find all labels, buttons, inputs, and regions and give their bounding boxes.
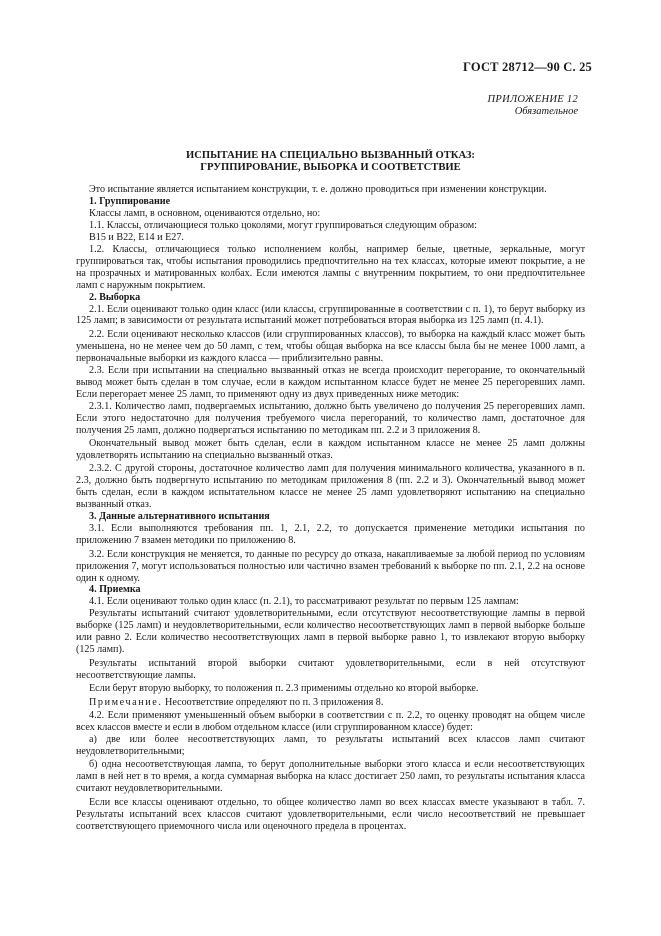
paragraph: Если берут вторую выборку, то положения п. 2.3 применимы отдельно ко второй выборке. xyxy=(89,683,479,695)
appendix-title: ПРИЛОЖЕНИЕ 12 xyxy=(487,94,578,105)
document-title-line-1: ИСПЫТАНИЕ НА СПЕЦИАЛЬНО ВЫЗВАННЫЙ ОТКАЗ: xyxy=(186,150,475,161)
paragraph: 2.3. Если при испытании на специально вызванный отказ не всегда происходит перегорание, то окончательный вывод может быть сделан в том случае, если в каждом испытанном классе будет не менее 25 перегоревших ламп. Если перегорает менее 25 ламп, то применяют одну из двух приведенных ниже методик: xyxy=(76,364,585,400)
section-heading: 3. Данные альтернативного испытания xyxy=(89,511,270,523)
paragraph: B15 и B22, E14 и E27. xyxy=(89,231,184,243)
paragraph: Это испытание является испытанием конструкции, т. е. должно проводиться при изменении конструкции. xyxy=(89,184,547,195)
paragraph: 4.2. Если применяют уменьшенный объем выборки в соответствии с п. 2.2, то оценку проводят на общем числе всех классов вместе и если в любом отдельном классе (или сгруппированном классе) будет: xyxy=(76,709,585,733)
paragraph: 2.3.2. С другой стороны, достаточное количество ламп для получения минимального количества, указанного в п. 2.3, должно быть подвергнуто испытанию по методикам приложения 8 (пп. 2.2 и 3). Окончательный вывод может быть сделан, если в каждом испытательном классе не менее 25 ламп удовлетворяют испытанию на специально вызванный отказ. xyxy=(76,463,585,511)
document-body xyxy=(76,184,585,833)
paragraph: Классы ламп, в основном, оцениваются отдельно, но: xyxy=(89,207,321,219)
section-heading: 1. Группирование xyxy=(89,195,171,207)
paragraph: Если все классы оценивают отдельно, то общее количество ламп во всех классах вместе указывают в табл. 7. Результаты испытаний всех классов считают удовлетворительными, если число несоответствий не превышает соответствующего приемочного числа или оценочного предела в процентах. xyxy=(76,796,585,832)
note-label: Примечание. xyxy=(89,696,163,708)
paragraph: 1.2. Классы, отличающиеся только исполнением колбы, например белые, цветные, зеркальные, могут группироваться так, чтобы испытания проводились предпочтительно на тех классах, которые имеют покрытие, а не на прозрачных и матированных колбах. Если имеются лампы с внутренним покрытием, то они предпочтительнее ламп с наружным покрытием. xyxy=(76,243,585,291)
paragraph: Результаты испытаний второй выборки считают удовлетворительными, если в ней отсутствуют несоответствующие лампы. xyxy=(76,657,585,681)
paragraph: 2.2. Если оценивают несколько классов (или сгруппированных классов), то выборка на каждый класс может быть уменьшена, но не менее чем до 50 ламп, с тем, чтобы общая выборка на все классы была бы не менее 1000 ламп, а первоначальные выборки из каждого класса — приблизительно равны. xyxy=(76,328,585,364)
note-text: Несоответствие определяют по п. 3 приложения 8. xyxy=(162,696,384,708)
appendix-status: Обязательное xyxy=(514,106,578,117)
paragraph: 1.1. Классы, отличающиеся только цоколями, могут группироваться следующим образом: xyxy=(89,219,477,231)
paragraph: 3.1. Если выполняются требования пп. 1, 2.1, 2.2, то допускается применение методики испытания по приложению 7 взамен методики по приложению 8. xyxy=(76,523,585,547)
paragraph: 2.3.1. Количество ламп, подвергаемых испытанию, должно быть увеличено до получения 25 перегоревших ламп. Если этого недостаточно для получения требуемого числа перегораний, то количество ламп, достаточное для получения 25 ламп, должно подвергаться испытанию по методикам пп. 2.2 и 3 приложения 8. xyxy=(76,400,585,436)
paragraph: б) одна несоответствующая лампа, то берут дополнительные выборки этого класса и если несоответствующих ламп в ней нет в то время, а когда суммарная выборка на класс достигает 250 ламп, то результаты испытания класса считают неудовлетворительными. xyxy=(76,759,585,795)
page-header: ГОСТ 28712—90 С. 25 xyxy=(463,60,592,74)
appendix-block xyxy=(487,94,578,118)
document-title xyxy=(0,150,661,173)
section-heading: 4. Приемка xyxy=(89,584,141,596)
note-paragraph xyxy=(76,697,585,709)
paragraph: 3.2. Если конструкция не меняется, то данные по ресурсу до отказа, накапливаемые за любой период по условиям приложения 7, могут использоваться полностью или частично взамен требований к выборке по пп. 2.1, 2.2 на основе один к одному. xyxy=(76,548,585,584)
paragraph: Окончательный вывод может быть сделан, если в каждом испытанном классе не менее 25 ламп должны удовлетворять испытанию на специально вызванный отказ. xyxy=(76,438,585,461)
section-heading: 2. Выборка xyxy=(89,291,141,303)
paragraph: а) две или более несоответствующих ламп, то результаты испытаний всех классов ламп считают неудовлетворительными; xyxy=(76,733,585,757)
document-title-line-2: ГРУППИРОВАНИЕ, ВЫБОРКА И СООТВЕТСТВИЕ xyxy=(200,161,461,173)
paragraph: 2.1. Если оценивают только один класс (или классы, сгруппированные в соответствии с п. 1), то берут выборку из 125 ламп; в зависимости от результата испытаний может потребоваться вторая выборка из 125 ламп (п. 4.1). xyxy=(76,303,585,327)
paragraph: 4.1. Если оценивают только один класс (п. 2.1), то рассматривают результат по первым 125 лампам: xyxy=(89,596,519,608)
paragraph: Результаты испытаний считают удовлетворительными, если отсутствуют несоответствующие лампы в первой выборке (125 ламп) и неудовлетворительными, если количество несоответствующих ламп в первой выборке больше или равно 2. Если количество несоответствующих ламп в первой выборке равно 1, то извлекают вторую выборку (125 ламп). xyxy=(76,608,585,656)
